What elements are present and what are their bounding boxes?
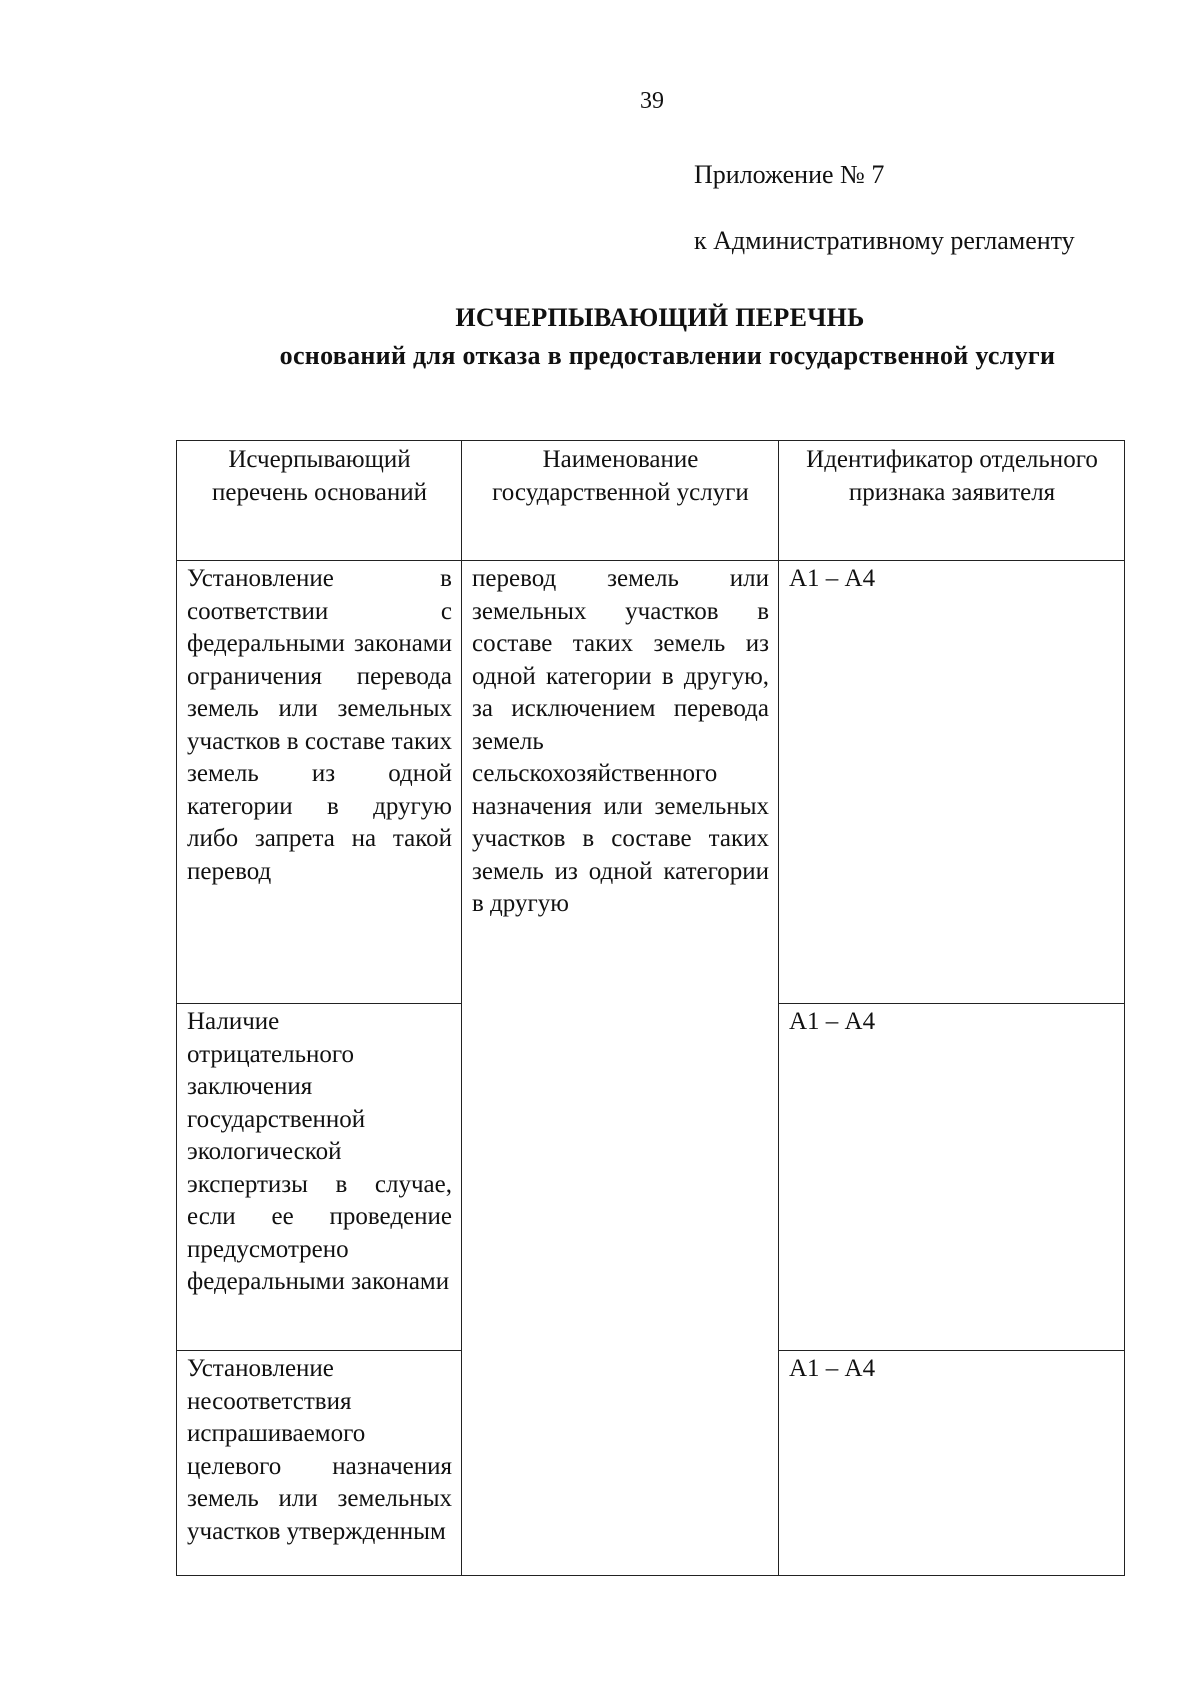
page-number: 39 <box>640 88 664 114</box>
ground-cell: Установление несоответствия испрашиваемого целевого назначения земель или земельных участков утвержденным <box>177 1351 462 1576</box>
header-service-name: Наименование государственной услуги <box>462 441 779 561</box>
service-name-cell: перевод земель или земельных участков в составе таких земель из одной категории в другую, за исключением перевода земель сельскохозяйственного назначения или земельных участков в составе таких земель из одной категории в другую <box>462 561 779 1576</box>
refusal-grounds-table <box>176 440 1125 1576</box>
identifier-cell: А1 – А4 <box>779 561 1125 1004</box>
appendix-title: Приложение № 7 <box>694 160 885 189</box>
document-title: ИСЧЕРПЫВАЮЩИЙ ПЕРЕЧНЬ <box>455 303 865 332</box>
identifier-cell: А1 – А4 <box>779 1004 1125 1351</box>
table-row <box>177 561 1125 1004</box>
appendix-subtitle: к Административному регламенту <box>694 226 1075 255</box>
ground-cell: Наличие отрицательного заключения государственной экологической экспертизы в случае, если ее проведение предусмотрено федеральными законами <box>177 1004 462 1351</box>
document-subtitle: оснований для отказа в предоставлении государственной услуги <box>279 341 1056 370</box>
header-identifier: Идентификатор отдельного признака заявителя <box>779 441 1125 561</box>
ground-cell: Установление в соответствии с федеральными законами ограничения перевода земель или земельных участков в составе таких земель из одной категории в другую либо запрета на такой перевод <box>177 561 462 1004</box>
header-grounds: Исчерпывающий перечень оснований <box>177 441 462 561</box>
table-header-row <box>177 441 1125 561</box>
identifier-cell: А1 – А4 <box>779 1351 1125 1576</box>
